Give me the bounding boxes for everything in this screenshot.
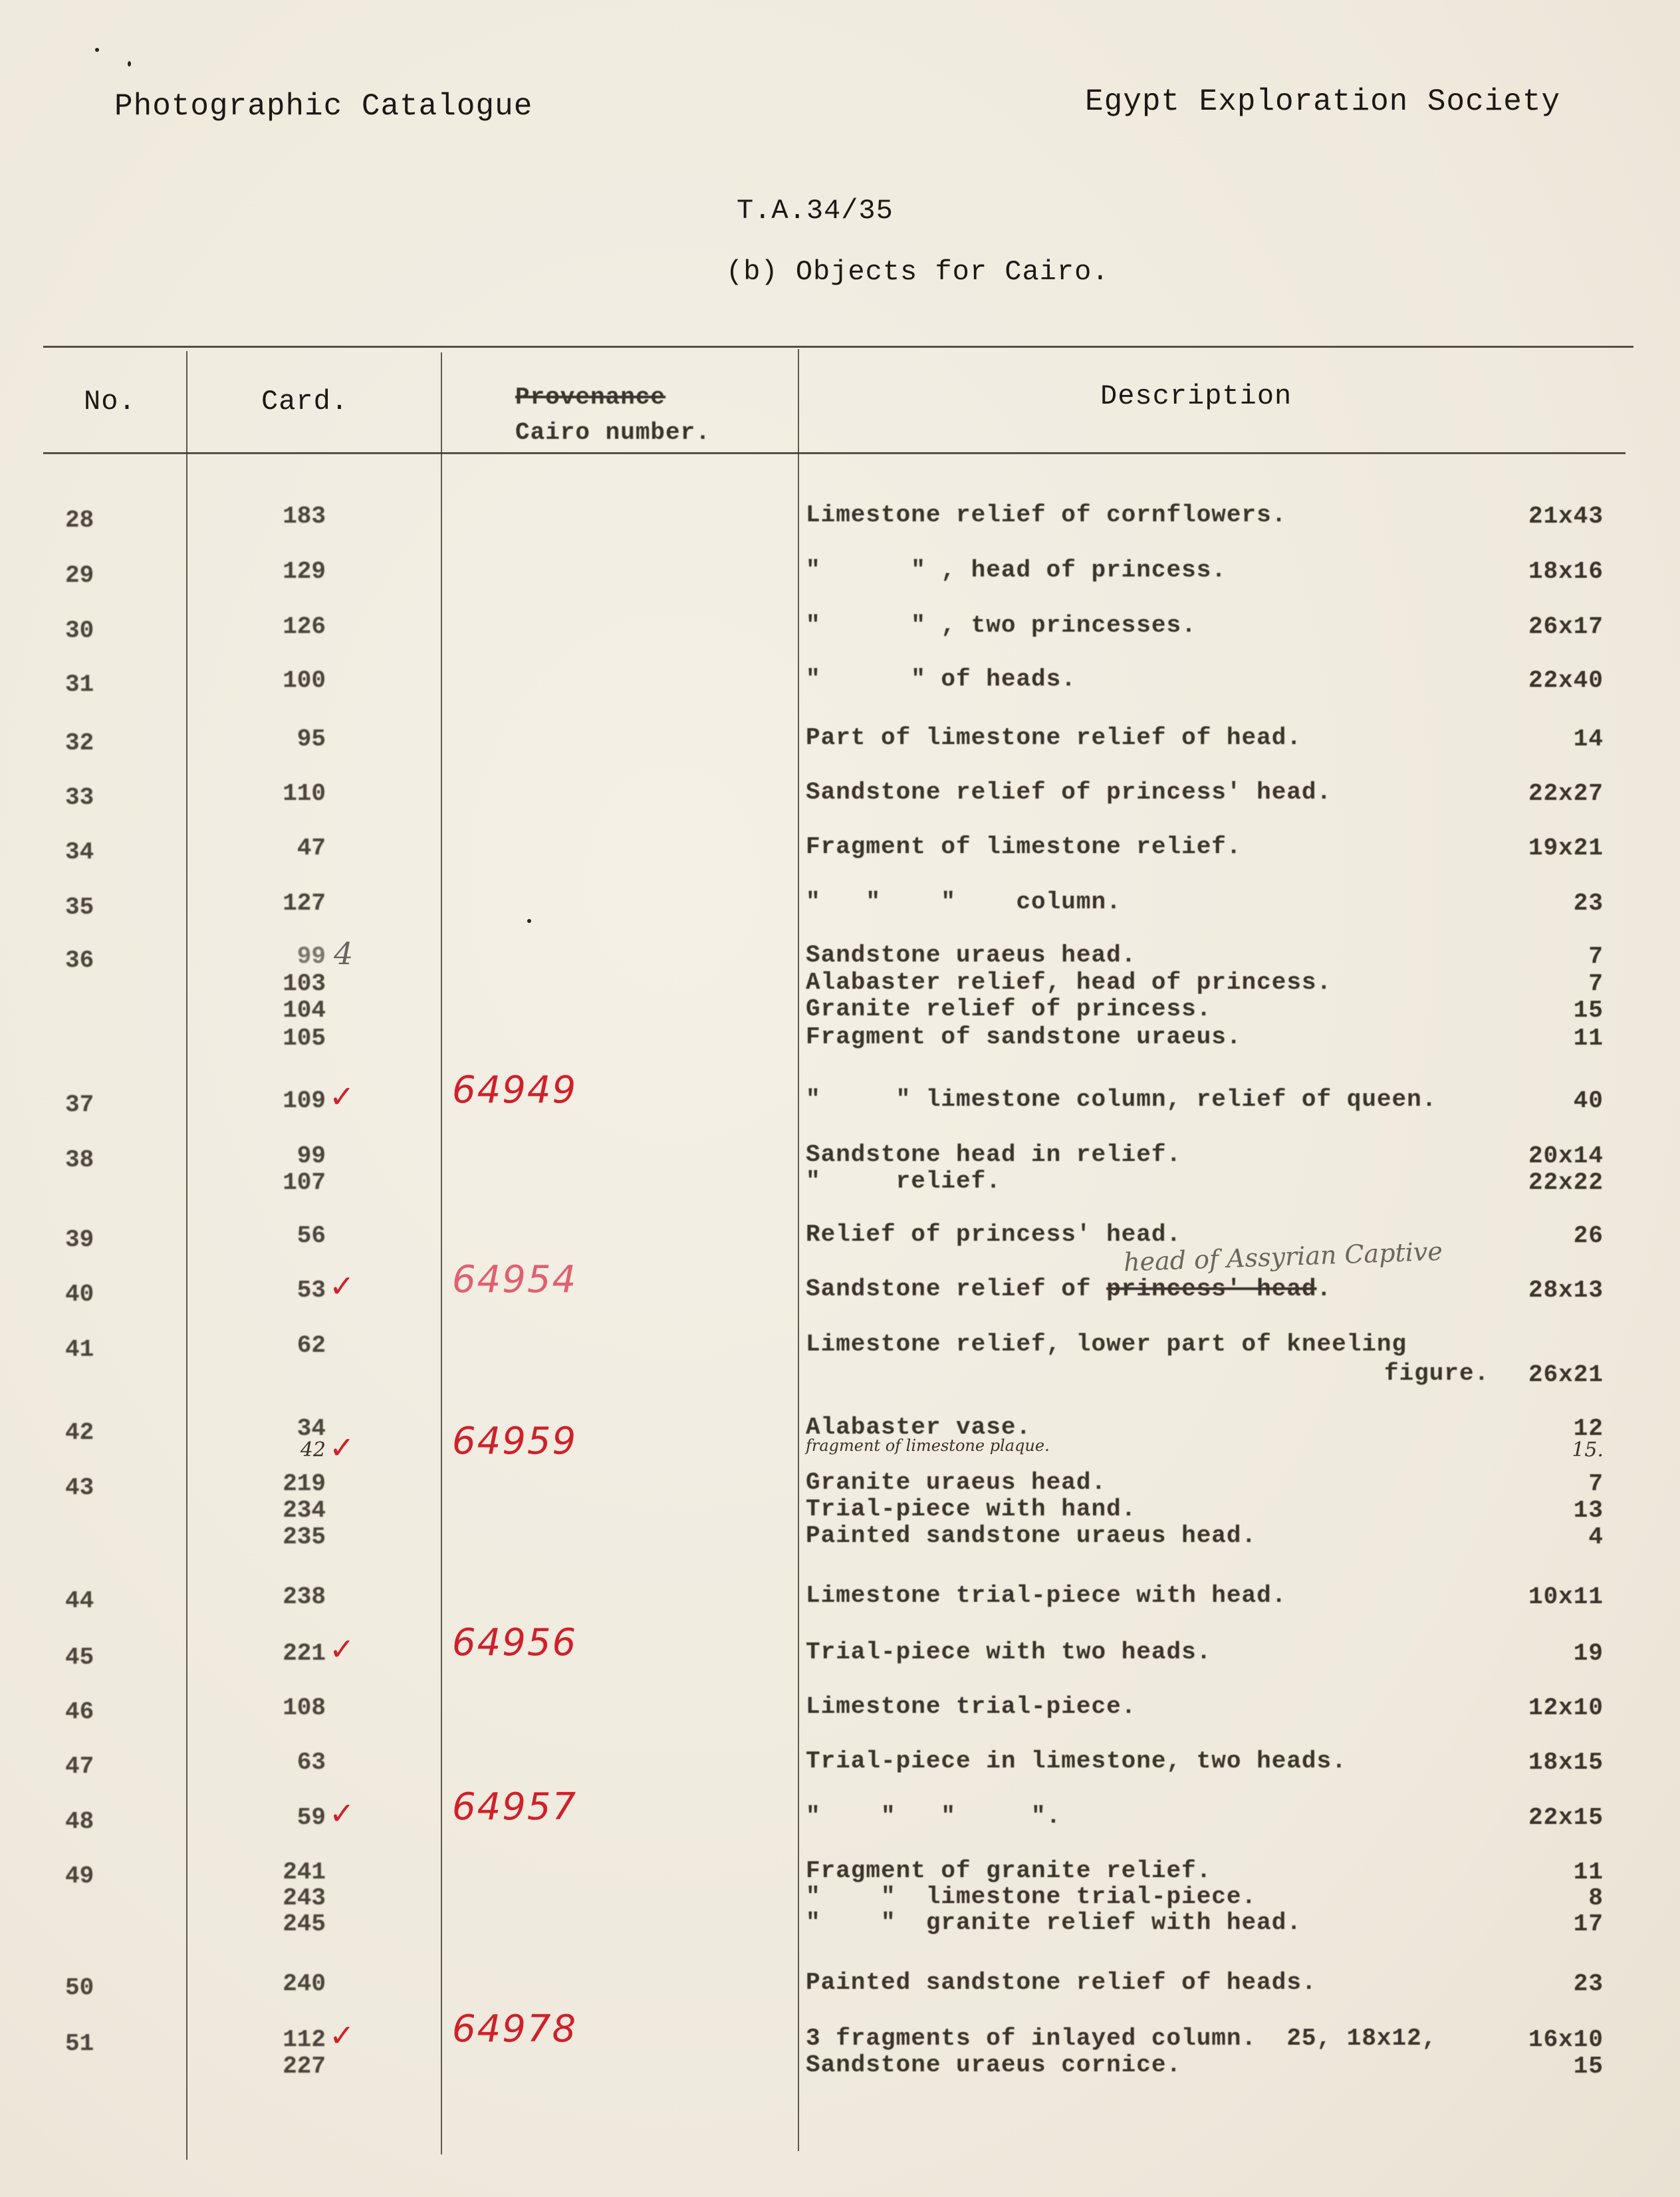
- size-value: 40: [1573, 1087, 1604, 1114]
- description-text: Fragment of limestone relief.: [806, 833, 1242, 860]
- red-checkmark-icon: ✓: [329, 1430, 355, 1466]
- cairo-number-handwritten: 64954: [452, 1258, 578, 1301]
- card-number: 240: [283, 1970, 326, 1998]
- size-value: 19x21: [1528, 835, 1604, 862]
- size-value: 22x22: [1528, 1169, 1604, 1196]
- row-number: 41: [65, 1336, 94, 1363]
- size-value: 11: [1573, 1859, 1604, 1886]
- size-value: 21x43: [1528, 503, 1604, 530]
- row-number: 48: [65, 1808, 94, 1835]
- ink-speck: [95, 48, 99, 52]
- card-number: 112: [283, 2026, 326, 2053]
- row-number: 42: [65, 1419, 94, 1446]
- size-value: 28x13: [1528, 1277, 1604, 1304]
- description-text: Painted sandstone uraeus head.: [806, 1522, 1257, 1549]
- red-checkmark-icon: ✓: [329, 2017, 355, 2053]
- size-value: 11: [1573, 1025, 1604, 1052]
- description-text: Trial-piece with hand.: [806, 1495, 1137, 1523]
- size-value: 7: [1588, 970, 1604, 997]
- card-number: 99: [297, 943, 326, 970]
- size-value: 26: [1573, 1222, 1604, 1249]
- description-text: Relief of princess' head.: [806, 1221, 1182, 1248]
- card-number: 235: [283, 1523, 326, 1551]
- card-number: 47: [297, 835, 326, 862]
- card-number: 105: [283, 1025, 326, 1052]
- description-text: Alabaster vase.: [806, 1414, 1032, 1441]
- row-number: 45: [65, 1644, 94, 1671]
- size-value: 16x10: [1528, 2026, 1604, 2053]
- row-number: 37: [65, 1091, 94, 1118]
- card-number: 104: [283, 997, 326, 1024]
- handwritten-annotation: head of Assyrian Captive: [1123, 1236, 1443, 1277]
- card-number: 56: [297, 1222, 326, 1249]
- card-number: 243: [283, 1884, 326, 1912]
- description-struck-text: princess' head: [1106, 1275, 1317, 1303]
- card-number: 63: [297, 1749, 326, 1776]
- description-text: Limestone trial-piece with head.: [806, 1582, 1287, 1609]
- size-value: 12x10: [1528, 1694, 1604, 1722]
- cairo-number-handwritten: 64959: [452, 1420, 578, 1463]
- row-number: 46: [65, 1698, 94, 1726]
- red-checkmark-icon: ✓: [329, 1268, 355, 1304]
- size-value: 20x14: [1528, 1142, 1604, 1170]
- description-text: Limestone relief, lower part of kneeling: [806, 1331, 1407, 1358]
- size-value: 15: [1573, 2053, 1604, 2080]
- card-number: 238: [283, 1583, 326, 1611]
- description-text: " " , head of princess.: [806, 557, 1227, 584]
- column-header-cairo-number: Cairo number.: [515, 419, 711, 446]
- card-number: 109: [283, 1087, 326, 1114]
- description-text: Fragment of granite relief.: [806, 1857, 1212, 1884]
- description-text: Fragment of sandstone uraeus.: [806, 1023, 1242, 1051]
- size-value: 22x40: [1528, 667, 1604, 694]
- size-value: 26x21: [1528, 1361, 1604, 1388]
- column-header-provenance-struck: Provenance: [515, 384, 666, 411]
- catalogue-title: Photographic Catalogue: [114, 89, 533, 124]
- card-number: 234: [283, 1497, 326, 1524]
- description-text: Trial-piece with two heads.: [806, 1638, 1212, 1666]
- row-number: 49: [65, 1863, 94, 1890]
- card-number: 221: [283, 1640, 326, 1667]
- card-number: 95: [297, 725, 326, 753]
- card-number: 59: [297, 1804, 326, 1831]
- size-value: 18x15: [1528, 1749, 1604, 1776]
- description-text: Trial-piece in limestone, two heads.: [806, 1747, 1347, 1775]
- description-text: Sandstone relief of princess' head.: [806, 779, 1332, 806]
- description-text: Painted sandstone relief of heads.: [806, 1969, 1317, 1996]
- description-text: " relief.: [806, 1168, 1001, 1195]
- size-value: 26x17: [1528, 613, 1604, 640]
- description-text: Sandstone uraeus head.: [806, 942, 1137, 969]
- card-number: 103: [283, 970, 326, 997]
- red-checkmark-icon: ✓: [329, 1631, 355, 1667]
- size-value: 22x27: [1528, 780, 1604, 807]
- row-number: 28: [65, 507, 94, 534]
- size-value: 4: [1588, 1523, 1604, 1551]
- card-number: 241: [283, 1859, 326, 1886]
- description-text: " " " ".: [806, 1803, 1062, 1830]
- row-number: 36: [65, 947, 94, 974]
- description-text: " " limestone trial-piece.: [806, 1883, 1257, 1910]
- section-subtitle: (b) Objects for Cairo.: [726, 256, 1110, 288]
- description-text: Sandstone head in relief.: [806, 1141, 1182, 1168]
- description-text: Part of limestone relief of head.: [806, 724, 1302, 751]
- card-number: 245: [283, 1910, 326, 1938]
- red-checkmark-icon: ✓: [329, 1079, 355, 1114]
- description-text: " " granite relief with head.: [806, 1909, 1302, 1936]
- column-header-description: Description: [1100, 380, 1292, 412]
- description-text: " " of heads.: [806, 666, 1076, 693]
- description-text: " " limestone column, relief of queen.: [806, 1086, 1437, 1113]
- card-number: 34: [297, 1415, 326, 1442]
- size-value: 7: [1588, 1470, 1604, 1497]
- description-text: Granite uraeus head.: [806, 1469, 1107, 1496]
- card-number: 127: [283, 890, 326, 917]
- size-value: 8: [1588, 1884, 1604, 1912]
- row-number: 44: [65, 1587, 94, 1615]
- row-number: 32: [65, 729, 94, 757]
- card-number: 62: [297, 1332, 326, 1359]
- size-value: 7: [1588, 943, 1604, 970]
- card-number: 129: [283, 558, 326, 585]
- cairo-number-handwritten: 64957: [452, 1785, 578, 1829]
- reference-code: T.A.34/35: [737, 195, 894, 227]
- row-number: 47: [65, 1753, 94, 1780]
- table-top-rule: [43, 346, 1633, 348]
- cairo-number-handwritten: 64949: [452, 1069, 578, 1112]
- row-number: 30: [65, 617, 94, 644]
- description-text: Limestone relief of cornflowers.: [806, 501, 1287, 529]
- size-value: 15: [1573, 997, 1604, 1024]
- size-value: 12: [1573, 1415, 1604, 1442]
- size-value: 19: [1573, 1640, 1604, 1667]
- size-value: 22x15: [1528, 1804, 1604, 1831]
- card-number: 110: [283, 780, 326, 807]
- description-text: Limestone trial-piece.: [806, 1693, 1137, 1720]
- size-value: 23: [1573, 890, 1604, 917]
- cairo-number-handwritten: 64978: [452, 2007, 578, 2051]
- card-number: 108: [283, 1694, 326, 1722]
- column-header-no: No.: [84, 386, 136, 418]
- size-value: 17: [1573, 1910, 1604, 1938]
- size-value: 23: [1573, 1970, 1604, 1998]
- ink-speck: [128, 61, 131, 66]
- ink-speck: [527, 919, 531, 923]
- row-number: 34: [65, 839, 94, 866]
- red-checkmark-icon: ✓: [329, 1795, 355, 1831]
- description-text: Granite relief of princess.: [806, 995, 1212, 1023]
- size-value: 10x11: [1528, 1583, 1604, 1611]
- card-number: 99: [297, 1142, 326, 1170]
- row-number: 50: [65, 1974, 94, 2002]
- column-header-card: Card.: [261, 386, 349, 418]
- card-number: 42: [300, 1438, 326, 1462]
- card-number: 126: [283, 613, 326, 640]
- size-value: 18x16: [1528, 558, 1604, 585]
- row-number: 35: [65, 894, 94, 921]
- card-number: 107: [283, 1169, 326, 1196]
- card-number: 100: [283, 667, 326, 694]
- card-number: 219: [283, 1470, 326, 1497]
- description-text: Alabaster relief, head of princess.: [806, 969, 1332, 996]
- row-number: 29: [65, 562, 94, 589]
- card-number: 183: [283, 503, 326, 530]
- row-number: 43: [65, 1474, 94, 1501]
- card-number: 53: [297, 1277, 326, 1304]
- description-text: fragment of limestone plaque.: [806, 1436, 1050, 1455]
- row-number: 33: [65, 784, 94, 811]
- row-number: 39: [65, 1226, 94, 1253]
- description-prefix: Sandstone relief of: [806, 1275, 1107, 1303]
- society-name: Egypt Exploration Society: [1085, 84, 1561, 119]
- row-number: 38: [65, 1146, 94, 1174]
- description-text: Sandstone uraeus cornice.: [806, 2051, 1182, 2079]
- header-bottom-rule: [43, 452, 1625, 454]
- description-text: figure.: [1384, 1360, 1490, 1387]
- row-number: 51: [65, 2030, 94, 2057]
- card-correction-pencil: 4: [334, 936, 354, 971]
- description-text: " " , two princesses.: [806, 612, 1197, 639]
- description-suffix: .: [1316, 1275, 1332, 1303]
- cairo-number-handwritten: 64956: [452, 1621, 578, 1664]
- row-number: 31: [65, 671, 94, 698]
- size-value: 13: [1573, 1497, 1604, 1524]
- size-value: 14: [1573, 725, 1604, 753]
- description-text: 3 fragments of inlayed column. 25, 18x12,: [806, 2025, 1437, 2052]
- size-value: 15.: [1572, 1438, 1604, 1462]
- row-number: 40: [65, 1281, 94, 1308]
- description-text: " " " column.: [806, 888, 1122, 916]
- card-number: 227: [283, 2053, 326, 2080]
